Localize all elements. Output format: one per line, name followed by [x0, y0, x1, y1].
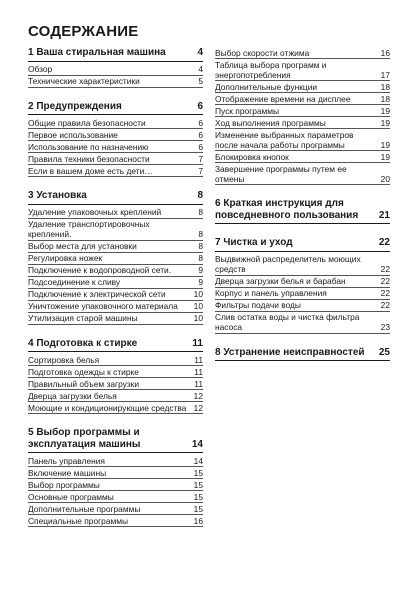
- section-page-number: 8: [197, 190, 203, 201]
- entry-label: Отображение времени на дисплее: [215, 93, 351, 104]
- toc-entry[interactable]: [28, 253, 203, 265]
- toc-section: [28, 427, 203, 527]
- entry-page-number: 10: [193, 289, 203, 299]
- page-title: СОДЕРЖАНИЕ: [28, 23, 139, 40]
- toc-entry[interactable]: [215, 105, 390, 117]
- toc-entry[interactable]: [215, 288, 390, 300]
- entry-page-number: 6: [198, 117, 203, 128]
- entry-label: Изменение выбранных параметров после начала работы программы: [215, 129, 354, 150]
- toc-entry[interactable]: [28, 313, 203, 325]
- section-title: 8 Устранение неисправностей: [215, 346, 365, 358]
- entry-label: Включение машины: [28, 467, 107, 478]
- entry-page-number: 4: [198, 64, 203, 74]
- toc-section: [215, 47, 390, 185]
- toc-entry[interactable]: [28, 153, 203, 165]
- entry-label: Выдвижной распределитель моющих средств: [215, 254, 361, 274]
- section-title: 2 Предупреждения: [28, 100, 122, 112]
- toc-entry[interactable]: [28, 241, 203, 253]
- entry-label: Подключение к водопроводной сети.: [28, 265, 172, 275]
- section-heading[interactable]: [215, 198, 390, 224]
- entry-label: Уничтожение упаковочного материала: [28, 301, 178, 311]
- entry-page-number: 8: [198, 229, 203, 239]
- section-page-number: 11: [192, 337, 203, 349]
- section-title: 3 Установка: [28, 190, 87, 201]
- entry-page-number: 10: [193, 301, 203, 311]
- toc-entry[interactable]: [215, 129, 390, 151]
- section-title: 5 Выбор программы и эксплуатация машины: [28, 427, 141, 450]
- toc-section: [215, 237, 390, 334]
- entry-label: Правила техники безопасности: [28, 153, 150, 164]
- toc-entry[interactable]: [28, 64, 203, 76]
- entry-page-number: 16: [380, 47, 390, 58]
- toc-entry[interactable]: [28, 479, 203, 491]
- section-heading[interactable]: [28, 101, 203, 116]
- entry-page-number: 15: [193, 503, 203, 514]
- entry-page-number: 9: [198, 265, 203, 275]
- entry-page-number: 9: [198, 277, 203, 287]
- toc-section: [28, 190, 203, 325]
- entry-page-number: 11: [194, 354, 203, 365]
- section-title: 6 Краткая инструкция для повседневного пользования: [215, 198, 359, 221]
- entry-label: Технические характеристики: [28, 76, 140, 86]
- toc-entry[interactable]: [28, 467, 203, 479]
- entry-label: Утилизация старой машины: [28, 313, 138, 323]
- section-heading[interactable]: [28, 47, 203, 62]
- entry-label: Использование по назначению: [28, 141, 149, 152]
- entry-label: Сортировка белья: [28, 354, 100, 365]
- section-title: 4 Подготовка к стирке: [28, 337, 138, 349]
- entry-label: Удаление транспортировочных креплений.: [28, 219, 150, 239]
- toc-entry[interactable]: [215, 47, 390, 59]
- entry-page-number: 15: [193, 491, 203, 502]
- entry-label: Дополнительные функции: [215, 81, 318, 92]
- entry-page-number: 11: [194, 366, 203, 377]
- toc-entry[interactable]: [28, 207, 203, 219]
- toc-section: [215, 347, 390, 362]
- entry-page-number: 19: [380, 139, 390, 150]
- entry-page-number: 22: [380, 300, 390, 310]
- toc-entry[interactable]: [28, 277, 203, 289]
- entry-page-number: 22: [380, 276, 390, 286]
- entry-label: Фильтры подачи воды: [215, 300, 301, 310]
- entry-label: Дверца загрузки белья и барабан: [215, 276, 346, 286]
- entry-page-number: 14: [193, 455, 203, 466]
- toc-entry[interactable]: [28, 378, 203, 390]
- toc-entry[interactable]: [28, 76, 203, 88]
- entry-label: Регулировка ножек: [28, 253, 103, 263]
- entry-label: Панель управления: [28, 455, 105, 466]
- toc-entry[interactable]: [215, 81, 390, 93]
- section-page-number: 25: [378, 346, 390, 358]
- entry-label: Дверца загрузки белья: [28, 390, 117, 401]
- toc-entry[interactable]: [215, 300, 390, 312]
- toc-entry[interactable]: [28, 141, 203, 153]
- toc-entry[interactable]: [28, 366, 203, 378]
- entry-label: Выбор программы: [28, 479, 100, 490]
- section-heading[interactable]: [28, 190, 203, 205]
- toc-entry[interactable]: [28, 354, 203, 366]
- entry-label: Подготовка одежды к стирке: [28, 366, 139, 377]
- section-heading[interactable]: [215, 237, 390, 252]
- entry-label: Подключение к электрической сети: [28, 289, 166, 299]
- toc-section: [28, 47, 203, 88]
- entry-page-number: 18: [380, 93, 390, 104]
- entry-label: Блокировка кнопок: [215, 151, 289, 162]
- toc-entry[interactable]: [28, 455, 203, 467]
- section-page-number: 14: [191, 438, 203, 450]
- entry-label: Слив остатка воды и чистка фильтра насоса: [215, 312, 360, 332]
- entry-page-number: 20: [380, 173, 390, 184]
- section-heading[interactable]: [28, 338, 203, 353]
- toc-entry[interactable]: [28, 129, 203, 141]
- section-page-number: 21: [378, 209, 390, 221]
- entry-page-number: 18: [380, 81, 390, 92]
- toc-section: [215, 198, 390, 224]
- entry-page-number: 12: [193, 390, 203, 401]
- toc-entry[interactable]: [28, 219, 203, 241]
- entry-page-number: 10: [193, 313, 203, 323]
- toc-entry[interactable]: [215, 117, 390, 129]
- section-heading[interactable]: [28, 427, 203, 453]
- section-title: 7 Чистка и уход: [215, 237, 293, 248]
- entry-label: Дополнительные программы: [28, 503, 141, 514]
- entry-page-number: 19: [380, 151, 390, 162]
- entry-page-number: 6: [198, 141, 203, 152]
- entry-label: Выбор скорости отжима: [215, 47, 310, 58]
- toc-entry[interactable]: [28, 390, 203, 402]
- entry-label: Подсоединение к сливу: [28, 277, 121, 287]
- section-page-number: 6: [197, 100, 203, 112]
- toc-entry[interactable]: [215, 312, 390, 334]
- toc-entry[interactable]: [28, 503, 203, 515]
- toc-entry[interactable]: [28, 515, 203, 527]
- entry-label: Моющие и кондиционирующие средства: [28, 402, 187, 413]
- entry-label: Правильный объем загрузки: [28, 378, 140, 389]
- entry-label: Первое использование: [28, 129, 118, 140]
- toc-entry[interactable]: [215, 93, 390, 105]
- entry-page-number: 22: [380, 264, 390, 274]
- section-page-number: 4: [197, 47, 203, 58]
- entry-label: Корпус и панель управления: [215, 288, 327, 298]
- toc-entry[interactable]: [28, 402, 203, 414]
- entry-page-number: 22: [380, 288, 390, 298]
- entry-page-number: 8: [198, 207, 203, 217]
- toc-entry[interactable]: [215, 254, 390, 276]
- entry-label: Ход выполнения программы: [215, 117, 326, 128]
- entry-page-number: 7: [198, 153, 203, 164]
- entry-page-number: 8: [198, 253, 203, 263]
- entry-page-number: 17: [380, 69, 390, 80]
- entry-page-number: 16: [193, 515, 203, 526]
- toc-section: [28, 101, 203, 178]
- entry-page-number: 6: [198, 129, 203, 140]
- entry-label: Если в вашем доме есть дети…: [28, 165, 153, 176]
- entry-page-number: 5: [198, 76, 203, 86]
- entry-page-number: 8: [198, 241, 203, 251]
- entry-label: Основные программы: [28, 491, 114, 502]
- toc-entry[interactable]: [215, 59, 390, 81]
- entry-page-number: 19: [380, 117, 390, 128]
- entry-page-number: 19: [380, 105, 390, 116]
- toc-entry[interactable]: [215, 151, 390, 163]
- entry-label: Таблица выбора программ и энергопотребления: [215, 59, 327, 80]
- toc-entry[interactable]: [215, 276, 390, 288]
- entry-page-number: 15: [193, 467, 203, 478]
- entry-label: Пуск программы: [215, 105, 280, 116]
- toc-right-column: [215, 47, 390, 374]
- entry-page-number: 12: [193, 402, 203, 413]
- entry-label: Специальные программы: [28, 515, 129, 526]
- entry-label: Завершение программы путем ее отмены: [215, 163, 347, 184]
- section-page-number: 22: [378, 237, 390, 248]
- section-heading[interactable]: [215, 347, 390, 362]
- entry-label: Выбор места для установки: [28, 241, 137, 251]
- toc-entry[interactable]: [215, 163, 390, 185]
- toc-entry[interactable]: [28, 289, 203, 301]
- toc-entry[interactable]: [28, 165, 203, 177]
- entry-label: Обзор: [28, 64, 53, 74]
- entry-page-number: 23: [380, 322, 390, 332]
- entry-label: Удаление упаковочных креплений: [28, 207, 162, 217]
- entry-label: Общие правила безопасности: [28, 117, 146, 128]
- entry-page-number: 7: [198, 165, 203, 176]
- toc-entry[interactable]: [28, 265, 203, 277]
- entry-page-number: 15: [193, 479, 203, 490]
- entry-page-number: 11: [194, 378, 203, 389]
- toc-entry[interactable]: [28, 117, 203, 129]
- section-title: 1 Ваша стиральная машина: [28, 47, 166, 58]
- toc-entry[interactable]: [28, 301, 203, 313]
- toc-section: [28, 338, 203, 415]
- toc-entry[interactable]: [28, 491, 203, 503]
- toc-left-column: [28, 47, 203, 540]
